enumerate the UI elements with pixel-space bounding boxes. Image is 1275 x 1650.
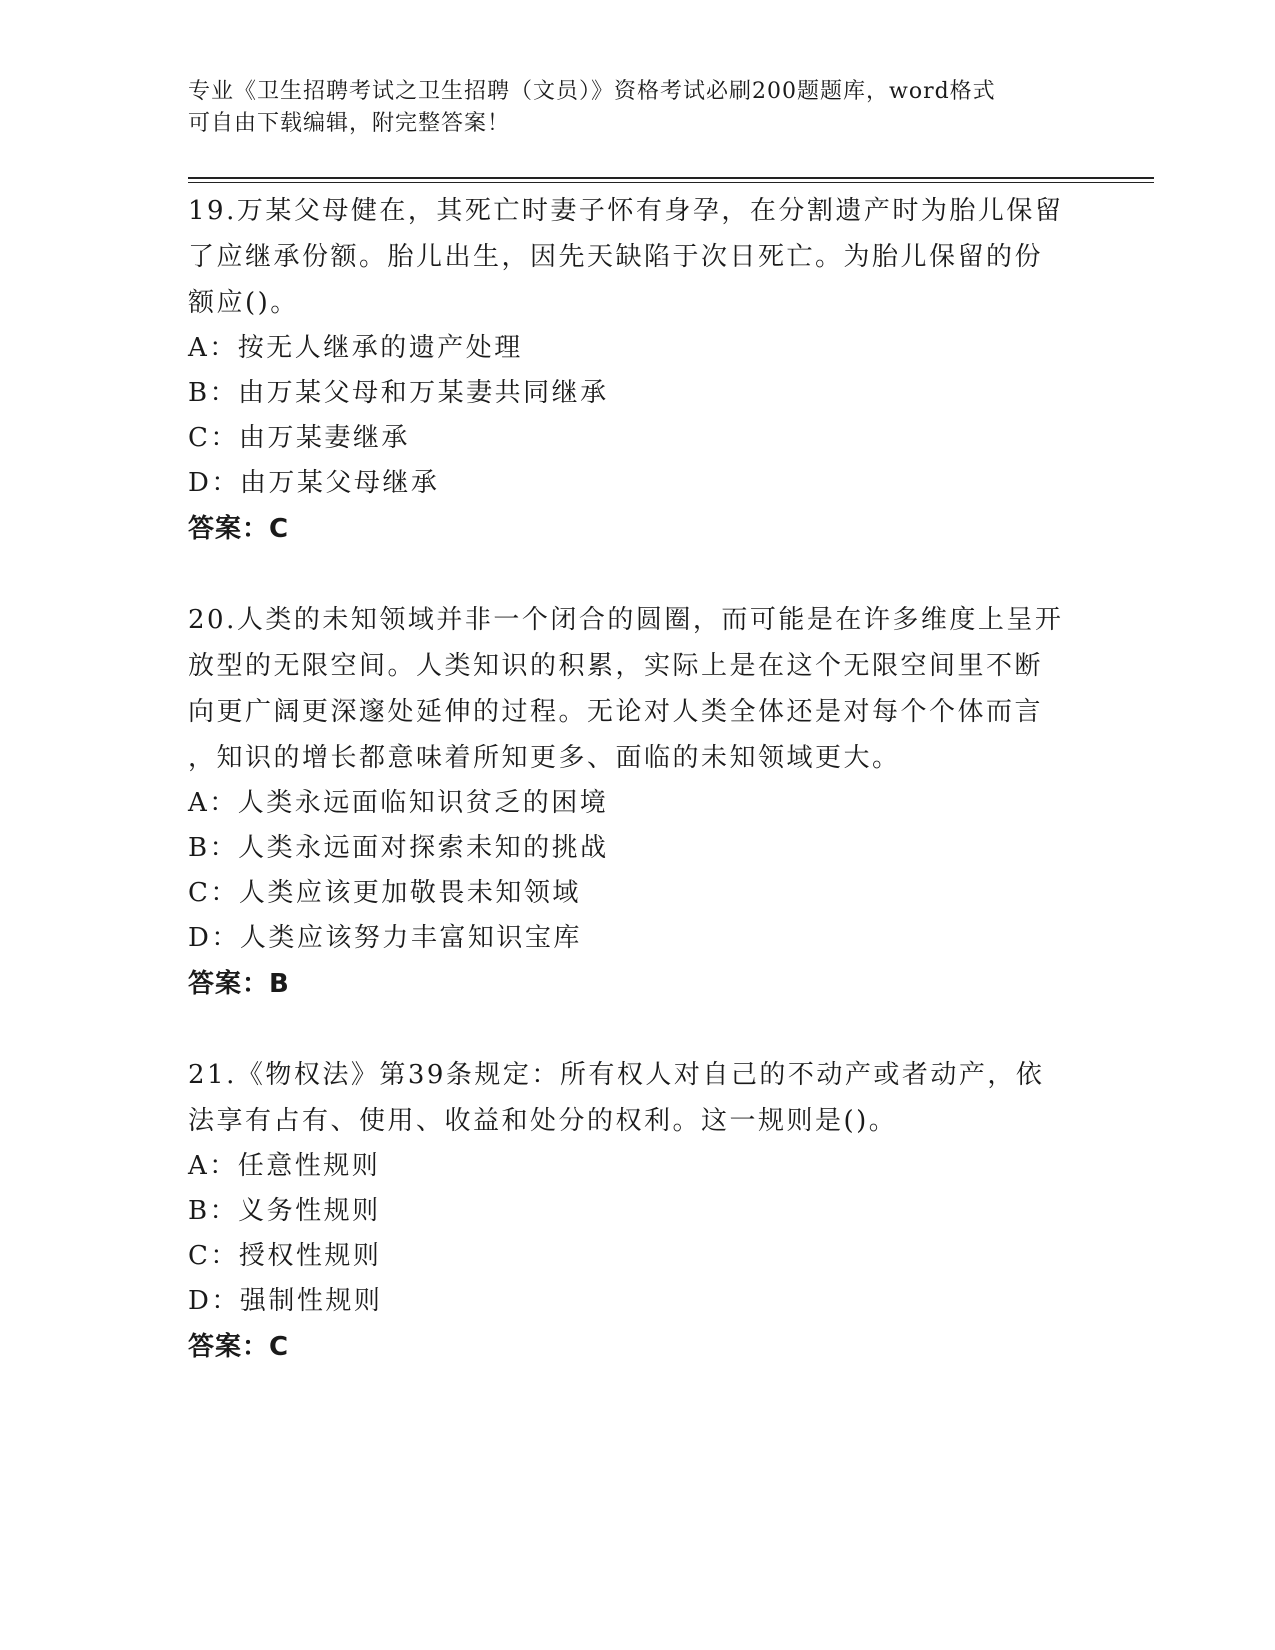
- question-21: [188, 1052, 1088, 1370]
- answer-label: 答案：B: [188, 969, 290, 999]
- question-stem-line: 了应继承份额。胎儿出生，因先天缺陷于次日死亡。为胎儿保留的份: [188, 242, 1044, 272]
- question-stem-line: 19.万某父母健在，其死亡时妻子怀有身孕，在分割遗产时为胎儿保留: [188, 196, 1064, 226]
- option-b: B：义务性规则: [188, 1196, 381, 1226]
- option-c: C：由万某妻继承: [188, 423, 410, 453]
- option-a: A：任意性规则: [188, 1151, 381, 1181]
- question-20: [188, 597, 1088, 1007]
- option-c: C：人类应该更加敬畏未知领域: [188, 878, 581, 908]
- header-divider: [188, 177, 1154, 179]
- document-header: [188, 76, 1068, 140]
- option-d: D：人类应该努力丰富知识宝库: [188, 923, 582, 953]
- question-stem-line: 放型的无限空间。人类知识的积累，实际上是在这个无限空间里不断: [188, 651, 1044, 681]
- question-stem-line: 向更广阔更深邃处延伸的过程。无论对人类全体还是对每个个体而言: [188, 697, 1044, 727]
- option-b: B：人类永远面对探索未知的挑战: [188, 833, 609, 863]
- header-divider: [188, 182, 1154, 183]
- option-c: C：授权性规则: [188, 1241, 382, 1271]
- option-a: A：按无人继承的遗产处理: [188, 333, 523, 363]
- option-d: D：强制性规则: [188, 1286, 383, 1316]
- question-stem-line: 法享有占有、使用、收益和处分的权利。这一规则是()。: [188, 1106, 898, 1136]
- question-stem-line: 21.《物权法》第39条规定：所有权人对自己的不动产或者动产，依: [188, 1060, 1045, 1090]
- header-line: 专业《卫生招聘考试之卫生招聘（文员）》资格考试必刷200题题库，word格式: [188, 79, 996, 104]
- question-stem-line: 额应()。: [188, 288, 299, 318]
- question-19: [188, 188, 1088, 552]
- option-a: A：人类永远面临知识贫乏的困境: [188, 788, 609, 818]
- answer-label: 答案：C: [188, 514, 290, 544]
- question-stem-line: ，知识的增长都意味着所知更多、面临的未知领域更大。: [188, 743, 901, 773]
- option-b: B：由万某父母和万某妻共同继承: [188, 378, 609, 408]
- option-d: D：由万某父母继承: [188, 468, 440, 498]
- question-stem-line: 20.人类的未知领域并非一个闭合的圆圈，而可能是在许多维度上呈开: [188, 605, 1064, 635]
- answer-label: 答案：C: [188, 1332, 290, 1362]
- header-line: 可自由下载编辑，附完整答案！: [188, 111, 511, 136]
